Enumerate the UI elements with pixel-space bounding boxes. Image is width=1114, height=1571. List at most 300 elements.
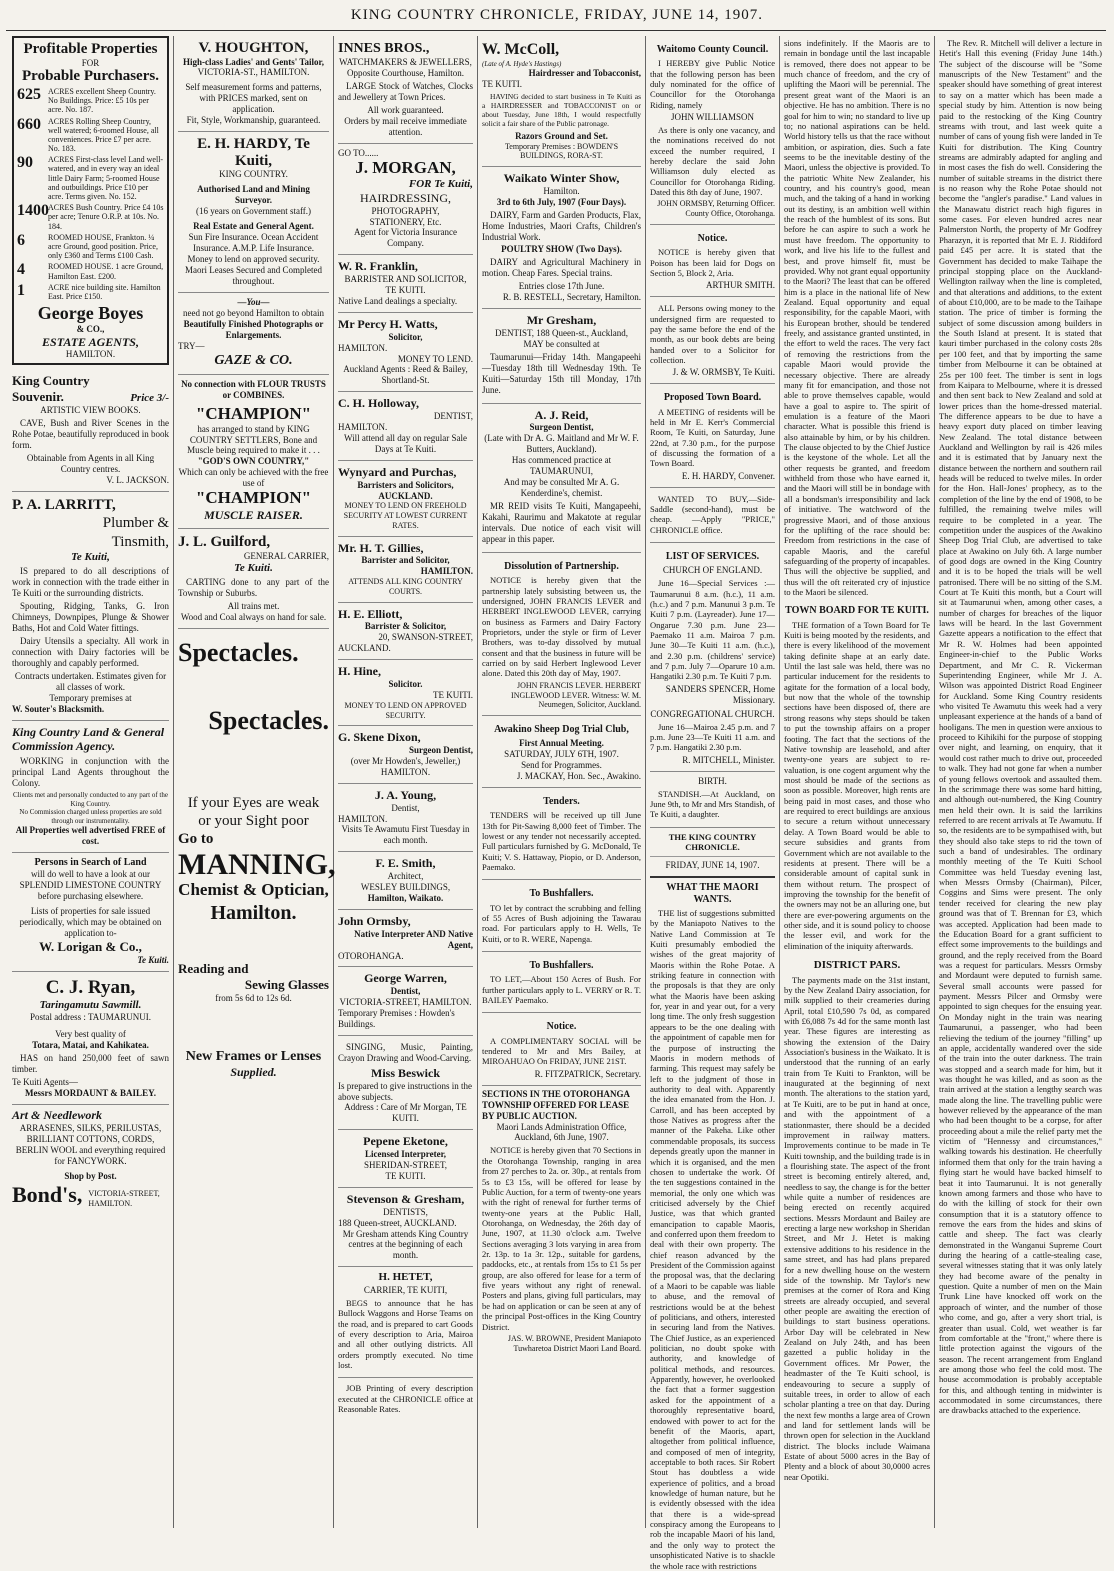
hine-ad [338, 660, 473, 726]
ormsby-debt-sign: J. & W. ORMSBY, Te Kuiti. [672, 367, 775, 378]
souvenir-title: King Country Souvenir. [12, 373, 90, 405]
bushfallers-1-ad [482, 880, 641, 952]
column-2 [174, 36, 334, 1528]
houghton-ad [178, 36, 329, 132]
church-head: CHURCH OF ENGLAND. [662, 565, 763, 576]
sewing-label: Sewing Glasses [244, 977, 329, 993]
property-number: 625 [17, 85, 41, 103]
hardy-maori: Maori Leases Secured and Completed throughout. [185, 265, 322, 287]
property-number: 4 [17, 261, 25, 279]
bond-addr: VICTORIA-STREET, HAMILTON. [88, 1189, 160, 1208]
awakino-date: SATURDAY, JULY 6TH, 1907. [504, 749, 619, 760]
beswick-name: Miss Beswick [371, 1065, 440, 1080]
mccoll-name: W. McColl, [482, 41, 560, 58]
poison-head: Notice. [697, 232, 728, 244]
ryan-agents-2: Messrs MORDAUNT & BAILEY. [24, 1088, 156, 1099]
souvenir-price: Price 3/- [130, 391, 169, 404]
waikato-entries: Entries close 17th June. [518, 281, 605, 292]
houghton-sub: High-class Ladies' and Gents' Tailor, [183, 56, 324, 67]
sewing-price: from 5s 6d to 12s 6d. [215, 993, 292, 1004]
mackay: J. MACKAY, Hon. Sec., Awakino. [516, 771, 641, 782]
wynyard-ad [338, 461, 473, 537]
guilford-name: J. L. Guilford, [178, 533, 271, 550]
champion-which: Which can only be achieved with the free use of [178, 467, 329, 489]
wynyard-town: AUCKLAND. [378, 490, 433, 501]
gresham-sub: DENTIST, 188 Queen-st., Auckland, [494, 327, 629, 338]
gaze-you: —You— [237, 297, 270, 307]
restell: R. B. RESTELL, Secretary, Hamilton. [502, 292, 641, 303]
morgan-ad [338, 144, 473, 256]
search-lists: Lists of properties for sale issued periodically, which may be obtained on application to- [19, 906, 162, 939]
souvenir-agents: Obtainable from Agents in all King Country centres. [26, 453, 155, 475]
holloway-town: HAMILTON. [338, 422, 388, 433]
ormsby-sub: Native Interpreter AND Native Agent, [354, 928, 473, 950]
eketone-ad [338, 1130, 473, 1188]
services-ad [650, 543, 775, 772]
sections-office: Maori Lands Administration Office, Auckland, 6th June, 1907. [496, 1121, 627, 1143]
waitomo-ad [650, 36, 775, 225]
gillies-sub: Barrister and Solicitor, [361, 555, 450, 566]
hardy-sub: Authorised Land and Mining Surveyor. [197, 184, 310, 206]
property-item [17, 262, 164, 280]
bushfallers-2-ad [482, 952, 641, 1013]
lorigan-name: W. Lorigan & Co., [39, 939, 142, 955]
townboard-notice-head: Proposed Town Board. [663, 392, 762, 404]
hardy-ad [178, 132, 329, 293]
cong-head: CONGREGATIONAL CHURCH. [650, 708, 775, 719]
innes-sub: WATCHMAKERS & JEWELLERS, [339, 57, 472, 68]
boyes-ad [12, 36, 169, 365]
frames-label: New Frames or Lenses [185, 1049, 322, 1065]
houghton-fit: Fit, Style, Workmanship, guaranteed. [186, 115, 321, 126]
waikato-dates: 3rd to 6th July, 1907 (Four Days). [496, 196, 627, 207]
property-text: ACRES excellent Sheep Country. No Buildings. Price: £5 10s per acre. No. 187. [48, 86, 156, 115]
hine-money: MONEY TO LEND ON APPROVED SECURITY. [344, 700, 467, 720]
guilford-sub: GENERAL CARRIER, [243, 550, 329, 561]
social-text: A COMPLIMENTARY SOCIAL will be tendered to Mr and Mrs Bailey, at MIROAHUAO On FRIDAY, JUNE 21ST. [482, 1035, 641, 1067]
watts-ad [338, 313, 473, 392]
franklin-ad [338, 255, 473, 313]
warren-addr: VICTORIA-STREET, HAMILTON. [339, 997, 472, 1008]
gaze-name: GAZE & CO. [214, 352, 293, 368]
dixon-town: HAMILTON. [380, 766, 431, 777]
ryan-q: Very best quality of [55, 1029, 126, 1040]
dixon-addr: (over Mr Howden's, Jeweller,) [350, 755, 461, 766]
souvenir-sub: ARTISTIC VIEW BOOKS. [40, 405, 141, 416]
hine-sub: Solicitor. [388, 678, 423, 689]
morgan-name: J. MORGAN, [355, 157, 456, 177]
birth-head: BIRTH. [698, 775, 727, 786]
gillies-courts: ATTENDS ALL KING COUNTRY COURTS. [348, 577, 463, 597]
champion-name: "CHAMPION" [195, 403, 312, 423]
property-text: ACRES First-class level Land well-watered, and in every way an ideal little Dairy Farm; 5-roomed House and outbuildings. Price £10 per acre. Terms given. No. 152. [48, 155, 164, 202]
guilford-town: Te Kuiti. [234, 561, 273, 574]
smith-addr: WESLEY BUILDINGS, [360, 882, 451, 893]
morgan-for: FOR Te Kuiti, [408, 177, 473, 190]
waitomo-name: JOHN WILLIAMSON [670, 111, 755, 122]
mitchell: R. MITCHELL, Minister. [682, 754, 775, 765]
maori-text: THE list of suggestions submitted by the Maniapoto Natives to the Native Land Commission at Te Kuiti presumably embodied the wishes of the great majority of Maoris within the Rohe Potae. A striking feature in connection with the proposals is that they are only what the Maoris have been asking for, year in and year out, for a very long time. The only fresh suggestion appears to be the one dealing with the appointment of capable men for the purpose of instructing the Maoris in modern methods of farming. This request may safely be left to the judgment of those in authority to deal with. Apparently the idea emanated from the Hon. J. Carroll, and has been accepted by those Natives as progress after the manner of the Pakeha. Like other commendable proposals, its success depends greatly upon the manner in which it is organised, and the men chosen to undertake the work. Of the ten suggestions contained in the memorial, the only one which was criticised adversely by the Chief Justice, was that which granted emancipation to capable Maoris, and conferred upon them freedom to deal with their own property. The chief reason advanced by the President of the Commission against the proposal was, that the declaring of a Maori to be capable was liable to abuse, and the removal of restrictions would be at the behest of politicians, and others, interested in securing land from the Natives. The Chief Justice, as an experienced politician, no doubt spoke with authority, and knowledge of political methods, and resources. Apparently, however, he overlooked the fact that a former suggestion asked for the appointment of a thoroughly representative board, endowed with power to act for the benefit of the Maoris, apart, altogether from political influence, and composed of men of integrity, acceptable to both races. Sir Robert Stout has doubtless a wide experience of politics, and a broad knowledge of human nature, but he is evidently obsessed with the idea that there is a wide-spread conspiracy among the Europeans to rob the incapable Maori of his land, and the only way to protect the unsophisticated Native is to shackle the whole race with restrictions [650, 907, 775, 1571]
ryan-timbers: Totara, Matai, and Kahikatea. [32, 1040, 149, 1051]
ormsby-name: John Ormsby, [338, 913, 411, 928]
townboard-notice-text: A MEETING of residents will be held in Mr E. Kerr's Commercial Room, Te Kuiti, on Saturday, June 22nd, at 7.30 p.m., for the purpose of discussing the formation of a Town Board. [650, 406, 775, 469]
manning-sub: Chemist & Optician, [178, 880, 329, 900]
dissolution-head: Dissolution of Partnership. [504, 561, 619, 573]
mccoll-town: TE KUITI. [482, 79, 522, 90]
paper-head [650, 828, 775, 878]
poultry: POULTRY SHOW (Two Days). [501, 244, 622, 255]
townboard-notice-ad [650, 384, 775, 487]
column-7 [935, 36, 1106, 1528]
dissolution-ad [482, 553, 641, 716]
social-ad [482, 1013, 641, 1085]
houghton-name: V. HOUGHTON, [198, 40, 309, 56]
holloway-name: C. H. Holloway, [338, 396, 420, 411]
search-title: Persons in Search of Land [34, 857, 147, 869]
champion-no: No connection with FLOUR TRUSTS or COMBINES. [181, 378, 326, 400]
spectacles-2: Spectacles. [208, 705, 329, 735]
gillies-ad [338, 537, 473, 603]
champion-gods: "GOD'S OWN COUNTRY," [197, 456, 310, 467]
birth-text: STANDISH.—At Auckland, on June 9th, to Mr and Mrs Standish, of Te Kuiti, a daughter. [650, 788, 775, 820]
cong-text: June 16—Mairoa 2.45 p.m. and 7 p.m. June 23—Te Kuiti 11 a.m. and 7 p.m. Hangatiki 2.30 p.m. [650, 721, 775, 753]
hardy-region: KING COUNTRY. [219, 169, 288, 180]
boyes-co: & CO., [76, 323, 105, 334]
smith-ad [338, 852, 473, 910]
souvenir-name: V. L. JACKSON. [106, 474, 169, 485]
property-item [17, 117, 164, 154]
guilford-ad [178, 529, 329, 630]
ryan-sub: Taringamutu Sawmill. [39, 999, 142, 1012]
eketone-town: TE KUITI. [385, 1170, 426, 1181]
bond-name: Bond's, [12, 1181, 83, 1207]
innes-addr: Opposite Courthouse, Hamilton. [347, 68, 464, 79]
awakino-head: Awakino Sheep Dog Trial Club, [494, 724, 629, 736]
hine-town: TE KUITI. [433, 689, 473, 700]
watts-town: HAMILTON. [338, 342, 388, 353]
beswick-text: SINGING, Music, Painting, Crayon Drawing and Wood-Carving. [338, 1041, 473, 1063]
ryan-text: HAS on hand 250,000 feet of sawn timber. [12, 1053, 169, 1075]
reid-text-2: And may be consulted Mr A. G. Kenderdine's, chemist. [503, 477, 620, 499]
mccoll-ad [482, 36, 641, 167]
young-ad [338, 784, 473, 853]
larritt-name: P. A. LARRITT, [12, 496, 116, 513]
gaze-ad [178, 293, 329, 375]
lorigan-ad [12, 853, 169, 972]
waitomo-head: Waitomo County Council. [656, 44, 769, 55]
gresham-text: Taumarunui—Friday 14th. Mangapeehi—Tuesday 18th till Wednesday 19th. Te Kuiti—Saturday 15th till Monday, 17th June. [482, 351, 641, 395]
holloway-text: Will attend all day on regular Sale Days at Te Kuiti. [343, 432, 468, 454]
property-number: 1 [17, 281, 25, 299]
stevenson-sub: DENTISTS, [383, 1206, 428, 1217]
property-item [17, 155, 164, 201]
reading-label: Reading and [178, 961, 249, 977]
stevenson-name: Stevenson & Gresham, [346, 1191, 465, 1206]
property-text: ACRES Rolling Sheep Country, well watered; 6-roomed House, all conveniences. Price £7 per acre. No. 183. [48, 116, 159, 154]
franklin-name: W. R. Franklin, [338, 259, 418, 274]
sections-ad [482, 1086, 641, 1354]
social-head: Notice. [546, 1021, 577, 1033]
maori-article [650, 882, 775, 1571]
ryan-agents: Te Kuiti Agents— [12, 1077, 78, 1088]
tenders-ad [482, 788, 641, 880]
gaze-try: TRY— [178, 340, 205, 351]
fitzpatrick: R. FITZPATRICK, Secretary. [534, 1068, 641, 1079]
property-text: ACRES Bush Country. Price £4 10s per acre; Tenure O.R.P. at 10s. No. 184. [48, 203, 164, 231]
larritt-text-6: W. Souter's Blacksmith. [12, 703, 105, 714]
ormsby-town: OTOROHANGA. [338, 950, 404, 961]
reid-ad [482, 404, 641, 553]
holloway-ad [338, 392, 473, 461]
smith-sub: Architect, [387, 871, 424, 882]
morgan-hair: HAIRDRESSING, [359, 190, 451, 205]
property-text: ROOMED HOUSE. 1 acre Ground, Hamilton East. £200. [48, 262, 164, 281]
tenders-text: TENDERS will be received up till June 13th for Pit-Sawing 8,000 feet of Timber. The lowest or any tender not necessarily accepted. Full particulars furnished by G. McDonald, Te Kuiti; V. S. Hattaway, Piopio, or D. Anderson, Paemako. [482, 810, 641, 873]
eketone-addr: SHERIDAN-STREET, [363, 1160, 448, 1171]
elliott-sub: Barrister & Solicitor, [364, 621, 447, 632]
paper-name: THE KING COUNTRY CHRONICLE. [668, 831, 757, 853]
reid-text: Has commenced practice at TAUMARUNUI, [511, 455, 612, 477]
property-list [17, 87, 164, 301]
larritt-trade-2: Tinsmith, [111, 533, 169, 550]
agency-small-2: No Commission charged unless properties are sold through our instrumentality. [19, 808, 162, 825]
district-pars-continued: The Rev. R. Mitchell will deliver a lecture in Hetit's Hall this evening (Friday June 14th.) The subject of the discourse will be "Some manuscripts of the New Testament" and the speaker should have something of great interest to say on a matter which has been made a special study by him. Attention is now being paid to the restocking of the King Country streams with trout, and last week quite a number of cans of young fish were landed in Te Kuiti for distribution. The King Country streams are admirably adapted for angling and in most cases the fish do well. Considering the number of suitable streams in the district there is no reason why the Rohe Potae should not become the "angler's paradise." Land values in the Manawatu district reach high figures in some cases. For eleven hundred acres near Palmerston North, the property of Mr Godfrey Pharazyn, it is reported that Mr E. J. Riddiford paid £45 per acre. It is stated that the Government has decided to make Taihape the principal stopping place on the Auckland-Wellington railway when the line is completed, and that alterations and additions, to the extent of about £10,000, are to be made to the Taihape station. The price of timber is forming the subject of some discussion among builders in the South Island at present. It is stated that kauri timber purchased in the colony costs 28s per 100 feet, and that by importing the same timber from Melbourne it can be obtained at 25s per 100 feet. The timber is sent in logs from Kaipara to Melbourne, where it is dressed and then sent back to New Zealand and sold at lower prices than the home-dressed material. The difference appears to be due to have a heavy export duty placed on timber leaving New Zealand. The total distance between Auckland and Wellington by rail is 426 miles and it is estimated that by January next the distance between the northern and southern rail heads will be reduced to twelve miles. In order for the Hon. Hall-Jones' prophecy, as to the completion of the line by the end of 1908, to be fulfilled, the remaining twelve miles will require to be completed in a year. The competition under the auspices of the Awakino Sheep Dog Trial Club, are advertised to take place at Awakino on July 6th. A large number of good dogs are owned in the King Country and it is to be hoped the trials will be well patronised. There will be no sitting of the S.M. Court at Te Kuiti this month, but a Court will sit at Taumarunui when, among other cases, a number of charges for breaches of the liquor laws will be heard. In the last Government Gazette appears a notification to the effect that Mr R. W. Holmes had been appointed Engineer-in-chief to the Public Works Department, and Mr C. R. Vickerman Superintending Engineer, while Mr J. A. Wilson was appointed District Road Engineer for Auckland. Some King Country residents who visited Te Awamutu this week had a very unpleasant experience at the hands of a band of hooligans. The men in question were anxious to proceed to Kihikihi for the purpose of stopping over night, and learning, on enquiry, that it would cost rather much to drive out, proceeded to walk. They had not gone far when a number of young fellows overtook and assaulted them. In the scrimmage there was some hard hitting, and although out-numbered, the King Country men held their own. It is said the larrikins referred to are recent arrivals at Te Awamutu. If so, the residents are to be sympathised with, but they should also take steps to rid the town of such a band of undesirables. The ordinary monthly meeting of the Te Kuiti School Committee was held Tuesday evening last, when Messrs Ormsby (Chairman), Pilcer, Coggins and Sims were present. The only tender received for clearing the new play ground was that of T. Brennan for £3, which was accepted. Application had been made to the Education Board for a grant sufficient to effect some improvements to the buildings and ground, and the reply received from the Board was a request for particulars. Messrs Ormsby and Mordaunt were deputed to furnish same. Several small accounts were passed for payment. Messrs Pilcer and Ormsby were appointed to sign cheques for the ensuing year. On Monday night in the train was nearing Taumarunui, a passenger, who had been relieving the tedium of the journey "filling" up an apple, accidentally wandered over the side of the train into the outer darkness. The train was stopped and a search made for him, but it was thought he was killed, and as soon as the train arrived at the station a lengthy search was made along the line. The travelling public were however relieved by the appearance of the man who had been thought to be a corpse, for after proceeding about a mile the relief party met the victim of "Hennessy and circumstances," walking towards his destination. He cheerfully informed them that only for the train having a flying start he would have backed himself to beat it into Taumarunui. It is not generally known among farmers and those who have to do with the killing of stock for their own consumption that it is a statutory offence to remove the ears from the hides and skins of cattle and sheep. The fact was clearly demonstrated in the Wanganui Supreme Court during the hearing of a cattle-stealing case, several witnesses stating that it was only lately they had become aware of the penalty in question. Quite a number of men on the Main Trunk Line have knocked off work on the approach of winter, and the number of those who come, and go, after a very short trial, is greater than usual. Cold, wet weather is far from comfortable at the "front," where there is little protection against the vigours of the season. The recent arrangement from England are among those who feel the cold most. The house accommodation is probably acceptable for this, and although tenting in midwinter is accommodated in some circumstances, there are drawbacks attached to the experience. [939, 38, 1102, 1416]
morgan-agent: Agent for Victoria Insurance Company. [353, 227, 457, 249]
stevenson-text: Mr Gresham attends King Country centres at the beginning of each month. [342, 1228, 469, 1261]
ryan-addr: Postal address : TAUMARUNUI. [29, 1012, 152, 1023]
hine-name: H. Hine, [338, 664, 382, 679]
lorigan-town: Te Kuiti. [137, 954, 169, 965]
guilford-trains: All trains met. [227, 601, 280, 612]
franklin-sub: BARRISTER AND SOLICITOR, [344, 274, 467, 285]
reid-sub: Surgeon Dentist, [529, 422, 594, 433]
guilford-wood: Wood and Coal always on hand for sale. [180, 612, 327, 623]
poison-ad [650, 225, 775, 297]
smith-name: F. E. Smith, [375, 856, 436, 871]
larritt-text-4: Contracts undertaken. Estimates given for all classes of work. [14, 670, 167, 692]
morgan-go: GO TO...... [338, 147, 379, 158]
champion-text: has arranged to stand by KING COUNTRY SETTLERS, Bone and Muscle being required to make it . . . [187, 423, 320, 456]
eketone-name: Pepene Eketone, [363, 1134, 448, 1149]
elliott-town: AUCKLAND. [338, 643, 391, 654]
dixon-sub: Surgeon Dentist, [408, 745, 473, 756]
spectacles-1: Spectacles. [178, 638, 299, 668]
innes-name: INNES BROS., [338, 41, 430, 56]
young-name: J. A. Young, [374, 787, 437, 802]
waikato-text-2: DAIRY and Agricultural Machinery in motion. Cheap Fares. Special trains. [482, 257, 641, 279]
boyes-town: HAMILTON. [65, 349, 116, 360]
watts-agents: Auckland Agents : Reed & Bailey, Shortland-St. [343, 364, 468, 386]
district-text: The payments made on the 31st instant, by the New Zealand Dairy association, for milk supplied to their creameries during April, total £10,590 7s 0d, as compared with £6,088 7s 4d for the same month last year. These figures are interesting as showing the extension of the Dairy Association's business in the Waikato. It is understood that the running of an early train from Te Kuiti to Frankton, will be inaugurated at the beginning of next month. The alterations to the station yard, at Te Kuiti, are to be put in hand at once, and with the appointment of a stationmaster, there should be a decided improvement in railway matters. Improvements continue to be made in Te Kuiti township, and the building trade is in a flourishing state. The aspect of the front street is becoming entirely altered, and, needless to say, the change is for the better while quite a number of residences are being erected on recently acquired sections. Messrs Mordaunt and Bailey are erecting a large new workshop in Sheridan Street, and Mr J. Hetet is making extensive additions to his residence in the same street, and has had plans prepared for a new dwelling house on the western side of the township. Mr Taylor's new premises at the corner of Rora and King streets are already occupied, and several other people are awaiting the erection of buildings to start business operations. Arbor Day will be celebrated in New Zealand on July 24th, and has been gazetted a public holiday in the Government offices. Mr Power, the headmaster of the Te Kuiti school, is endeavouring to secure a supply of suitable trees, in order to allow of each scholar planting a tree on that day. During the next few months a large area of Crown and land for settlement lands will be thrown open for selection in the Auckland district. The blocks include Waimana Estate of about 5000 acres in the Bay of Plenty and a block of about 30,0000 acres near Opotiki. [784, 974, 930, 1482]
hetet-ad [338, 1267, 473, 1378]
poison-sign: ARTHUR SMITH. [706, 280, 775, 291]
paper-date: FRIDAY, JUNE 14, 1907. [665, 859, 760, 870]
dissolution-sign: JOHN FRANCIS LEVER. HERBERT INGLEWOOD LEVER. Witness: W. M. Neumegen, Solicitor, Auckland. [511, 680, 641, 710]
agency-reg: All Properties well advertised FREE of cost. [15, 825, 166, 847]
wanted-text: WANTED TO BUY,—Side-Saddle (second-hand), must be cheap. —Apply "PRICE," CHRONICLE office. [650, 493, 775, 535]
souvenir-text: CAVE, Bush and River Scenes in the Rohe Potae, beautifully reproduced in book form. [12, 418, 169, 451]
waikato-town: Hamilton. [543, 185, 580, 196]
hardy-ins: Sun Fire Insurance. Ocean Accident Insurance. A.M.P. Life Insurance. [188, 232, 319, 254]
property-item [17, 233, 164, 261]
mccoll-text: HAVING decided to start business in Te Kuiti as a HAIRDRESSER and TOBACCONIST on or about Tuesday, June 18th, I would respectfully solicit a fair share of the Public patronage. [482, 91, 641, 129]
wynyard-name: Wynyard and Purchas, [338, 464, 457, 479]
bond-title: Art & Needlework [12, 1108, 102, 1123]
young-text: Visits Te Awamutu First Tuesday in each month. [341, 824, 470, 846]
agency-small-1: Clients met and personally conducted to any part of the King Country. [13, 791, 168, 808]
bushfallers-2-head: To Bushfallers. [529, 960, 594, 972]
elliott-ad [338, 603, 473, 661]
innes-ad [338, 36, 473, 144]
waikato-text: DAIRY, Farm and Garden Products, Flax, Home Industries, Maori Crafts, Children's Industrial Work. [482, 209, 641, 242]
property-item [17, 203, 164, 231]
smith-town: Hamilton, Waikato. [367, 892, 444, 903]
mccoll-trade: Hairdresser and Tobacconist, [528, 68, 641, 79]
gresham-may: MAY be consulted at [523, 338, 600, 349]
property-number: 90 [17, 154, 33, 172]
jobprint-text: JOB Printing of every description executed at the CHRONICLE office at Reasonable Rates. [338, 1383, 473, 1415]
warren-sub: Dentist, [390, 986, 421, 997]
guilford-text: CARTING done to any part of the Township or Suburbs. [178, 577, 329, 599]
souvenir-ad [12, 369, 169, 492]
franklin-town: TE KUITI. [385, 285, 426, 296]
townboard-notice-sign: E. H. HARDY, Convener. [681, 470, 775, 481]
larritt-text-5: Temporary premises at [49, 692, 132, 703]
hetet-text: BEGS to announce that he has Bullock Waggons and Horse Teams on the road, and is prepared to cart Goods of every description to Aria, Mairoa and all other outlying districts. All orders promptly executed. No time lost. [338, 1297, 473, 1370]
waikato-ad [482, 167, 641, 309]
warren-ad [338, 967, 473, 1036]
hardy-agent: Real Estate and General Agent. [193, 221, 314, 232]
mccoll-late: (Late of A. Hyde's Hastings) [482, 59, 562, 68]
hardy-name: E. H. HARDY, Te Kuiti, [197, 136, 310, 169]
elliott-addr: 20, SWANSON-STREET, [378, 632, 473, 643]
bond-text: ARRASENES, SILKS, PERILUSTAS, BRILLIANT COTTONS, CORDS, BERLIN WOOL and everything required for FANCYWORK. [15, 1122, 166, 1166]
larritt-ad [12, 492, 169, 721]
gresham-ad [482, 309, 641, 403]
property-number: 1400 [17, 202, 49, 220]
column-4 [478, 36, 646, 1528]
property-text: ROOMED HOUSE, Frankton. ¼ acre Ground, good position. Price, only £360 and Terms £100 Cash. [48, 232, 158, 261]
young-sub: Dentist, [391, 802, 420, 813]
champion-raiser: MUSCLE RAISER. [204, 508, 303, 523]
sections-text: NOTICE is hereby given that 70 Sections in the Otorohanga Township, ranging in area from 27 perches to 2a. or. 30p., at rentals from 5s to £3 15s, will be offered for lease by Public Auction, for a term of twenty-one years with the right of renewal for further terms of twenty-one years at the Public Hall, Otorohanga, on Wednesday, the 26th day of June, 1907, at 11.30 o'clock a.m. Twelve Sections averaging 3 lots varying in area from 2r. 13p. to 1a 3r. 12p., suitable for gardens, paddocks, etc., at rentals from 15s to £1 5s per group, are also offered for lease for a term of five years without any right of renewal. Posters and plans, giving full particulars, may be had on application or can be seen at any of the principal Post-offices in the King Country District. [482, 1145, 641, 1332]
boyes-title-3: Probable Purchasers. [22, 68, 159, 85]
district-head: DISTRICT PARS. [813, 959, 901, 972]
bushfallers-2-text: TO LET,—About 150 Acres of Bush. For further particulars apply to L. VERRY or R. T. BAILEY Paemako. [482, 974, 641, 1006]
property-number: 6 [17, 231, 25, 249]
gresham-name: Mr Gresham, [526, 313, 597, 328]
larritt-text-2: Spouting, Ridging, Tanks, G. Iron Chimneys, Downpipes, Plunge & Shower Baths, Hot and Cold Water fittings. [12, 601, 169, 634]
poison-text: NOTICE is hereby given that Poison has been laid for Dogs on Section 5, Block 2, Aria. [650, 247, 775, 278]
frames-sub: Supplied. [230, 1065, 277, 1080]
larritt-text-1: IS prepared to do all descriptions of work in connection with the trade either in Te Kuiti or the surrounding districts. [12, 566, 169, 599]
young-town: HAMILTON. [338, 813, 388, 824]
column-3 [334, 36, 478, 1528]
spencer: SANDERS SPENCER, Home Missionary. [665, 683, 775, 705]
manning-town: Hamilton. [210, 901, 297, 924]
holloway-sub: DENTIST, [433, 411, 473, 422]
agency-ad [12, 721, 169, 853]
eyes-1: If your Eyes are weak [187, 794, 320, 811]
ryan-name: C. J. Ryan, [45, 976, 136, 998]
houghton-addr: VICTORIA-ST., HAMILTON. [197, 67, 310, 78]
wanted-ad [650, 488, 775, 543]
innes-text: LARGE Stock of Watches, Clocks and Jewellery at Town Prices. [338, 81, 473, 102]
warren-name: George Warren, [364, 971, 447, 986]
waikato-title: Waikato Winter Show, [503, 171, 620, 186]
dixon-name: G. Skene Dixon, [338, 730, 421, 745]
services-head: LIST OF SERVICES. [665, 551, 760, 563]
reid-name: A. J. Reid, [534, 407, 589, 422]
manning-name: MANNING, [178, 847, 336, 881]
hardy-exp: (16 years on Government staff.) [195, 206, 312, 217]
stevenson-ad [338, 1188, 473, 1267]
larritt-trade-1: Plumber & [102, 515, 169, 532]
elliott-name: H. E. Elliott, [338, 606, 403, 621]
agency-text: WORKING in conjunction with the principal Land Agents throughout the Colony. [12, 756, 169, 789]
waitomo-text-2: As there is only one vacancy, and the nominations received do not exceed the number required, I hereby declare the said John Williamson duly elected as Councillor for Otorohanga Riding. Dated this 8th day of June, 1907. [650, 124, 775, 198]
column-1 [8, 36, 174, 1528]
hardy-money: Money to lend on approved security. [187, 254, 320, 265]
eyes-2: or your Sight poor [198, 813, 309, 830]
mccoll-temp: Temporary Premises : BOWDEN'S BUILDINGS, RORA-ST. [504, 141, 619, 161]
search-text: will do well to have a look at our SPLENDID LIMESTONE COUNTRY before purchasing elsewhere. [19, 869, 162, 902]
larritt-text-3: Dairy Utensils a specialty. All work in connection with Dairy factories will be thoroughly and capably performed. [12, 636, 169, 668]
franklin-native: Native Land dealings a specialty. [338, 295, 458, 306]
jobprint-ad [338, 1378, 473, 1414]
beswick-addr: Address : Care of Mr Morgan, TE KUITI. [344, 1102, 467, 1124]
eyes-3: Go to [178, 831, 214, 848]
townboard-head: TOWN BOARD FOR TE KUITI. [785, 605, 929, 617]
beswick-ad [338, 1036, 473, 1130]
wynyard-money: MONEY TO LEND ON FREEHOLD SECURITY AT LOWEST CURRENT RATES. [343, 501, 468, 530]
warren-temp: Temporary Premises : Howden's Buildings. [338, 1008, 455, 1030]
gillies-name: Mr. H. T. Gillies, [338, 540, 424, 555]
watts-money: MONEY TO LEND. [397, 353, 473, 364]
property-item [17, 283, 164, 301]
houghton-text: Self measurement forms and patterns, with PRICES marked, sent on application. [185, 82, 322, 115]
wynyard-sub: Barristers and Solicitors, [357, 479, 454, 490]
stevenson-addr: 188 Queen-street, AUCKLAND. [338, 1217, 457, 1228]
gaze-text: need not go beyond Hamilton to obtain [183, 307, 324, 318]
maori-head: WHAT THE MAORI WANTS. [666, 881, 759, 905]
tenders-head: Tenders. [543, 796, 580, 808]
watts-sub: Solicitor, [388, 331, 423, 342]
dissolution-text: NOTICE is hereby given that the partnership lately subsisting between us, the undersigned, JOHN FRANCIS LEVER and HERBERT INGLEWOOD LEVER, carrying on business as Farmers and Dairy Factory Proprietors, under the style or firm of Lever Brothers, was to-day dissolved by mutual consent and that the business in future will be carried on by said Herbert Inglewood Lever alone. Dated this 20th day of May, 1907. [482, 575, 641, 679]
ryan-ad [12, 972, 169, 1105]
boyes-name: George Boyes [37, 303, 144, 324]
awakino-ad [482, 716, 641, 788]
boyes-title-1: Profitable Properties [23, 41, 158, 57]
column-6 [780, 36, 935, 1528]
property-text: ACRE nice building site. Hamilton East. Price £150. [48, 282, 161, 301]
morgan-photo: PHOTOGRAPHY, [371, 205, 440, 216]
beswick-text-2: Is prepared to give instructions in the above subjects. [338, 1080, 472, 1102]
ormsby-debt-ad [650, 297, 775, 384]
awakino-meet: First Annual Meeting. [519, 738, 604, 749]
maori-continued: sions indefinitely. If the Maoris are to remain in bondage until the last incapable is removed, there does not appear to be much chance of freedom, and the cry of uplifting the Maori will be perennial. The present great want of the Maori is an objective. He has no ambition. There is no goal for him to win; no standard to live up to; no national aspirations can be held. World history tells us that the race without ambition, or aspiration, dies. Such a fate seems to be the inevitable destiny of the Maori, unless the objective is provided. To the patriotic White New Zealander, his country, and his country's good, mean much, and the taking of a hand in working out its destiny, is an ambition well within the reach of the humblest of its sons. But before he can aspire to such a work he must have freedom. The opportunity to work, and live his life to the fullest and best, and prove himself fit, must be provided. Why not grant equal opportunity to the Maori? The least that can be offered him is a place in the national life of New Zealand. Equal opportunity and equal responsibility, for the capable Maori, with his European brother, should be tendered freely, and assistance granted unstinted, in the effort to weld the races. The very fact of removing the restrictions from the capable Maori would provide the necessary objective. There are already many fit for emancipation, and those not able to prove themselves capable, would have a goal to aspire to. The spirit of emulation is a feature of the Maori character. What is possible this friend is also attainable by him, or by his children. The clause objected to by the Chief Justice is the keystone of the whole. Let all the other requests be granted, and freedom withheld from those who have earned it, and the Maori will still be in bondage with all a bondsman's irresponsibility and lack of initiative. The watchword of the progressive Maori, and of those anxious for the uplifting of the race should be: Freedom from restrictions in the case of capable Maoris, and the careful safeguarding of the property of incapables. Thus will the objective be supplied, and thus will the oft reiterated cry of injustice to the Maori be silenced. [784, 38, 930, 598]
waitomo-text: I HEREBY give Public Notice that the following person has been duly nominated for the office of Councillor for the Otorohanga Riding, namely [650, 58, 775, 110]
reid-text-3: MR REID visits Te Kuiti, Mangapeehi, Kakahi, Raurimu and Makatote at regular intervals. Due notice of each visit will appear in this paper. [482, 501, 641, 545]
sections-head: SECTIONS IN THE OTOROHANGA TOWNSHIP OFFERED FOR LEASE BY PUBLIC AUCTION. [482, 1088, 630, 1121]
browne: JAS. W. BROWNE, President Maniapoto Tuwharetoa District Maori Land Board. [507, 1333, 641, 1353]
larritt-town: Te Kuiti, [71, 550, 110, 563]
agency-title: King Country Land & General Commission Agency. [12, 724, 165, 754]
masthead: KING COUNTRY CHRONICLE, FRIDAY, JUNE 14, 1907. [350, 7, 764, 23]
champion-name-2: "CHAMPION" [195, 488, 312, 508]
bond-post: Shop by Post. [64, 1170, 117, 1181]
manning-ad [178, 629, 336, 1080]
